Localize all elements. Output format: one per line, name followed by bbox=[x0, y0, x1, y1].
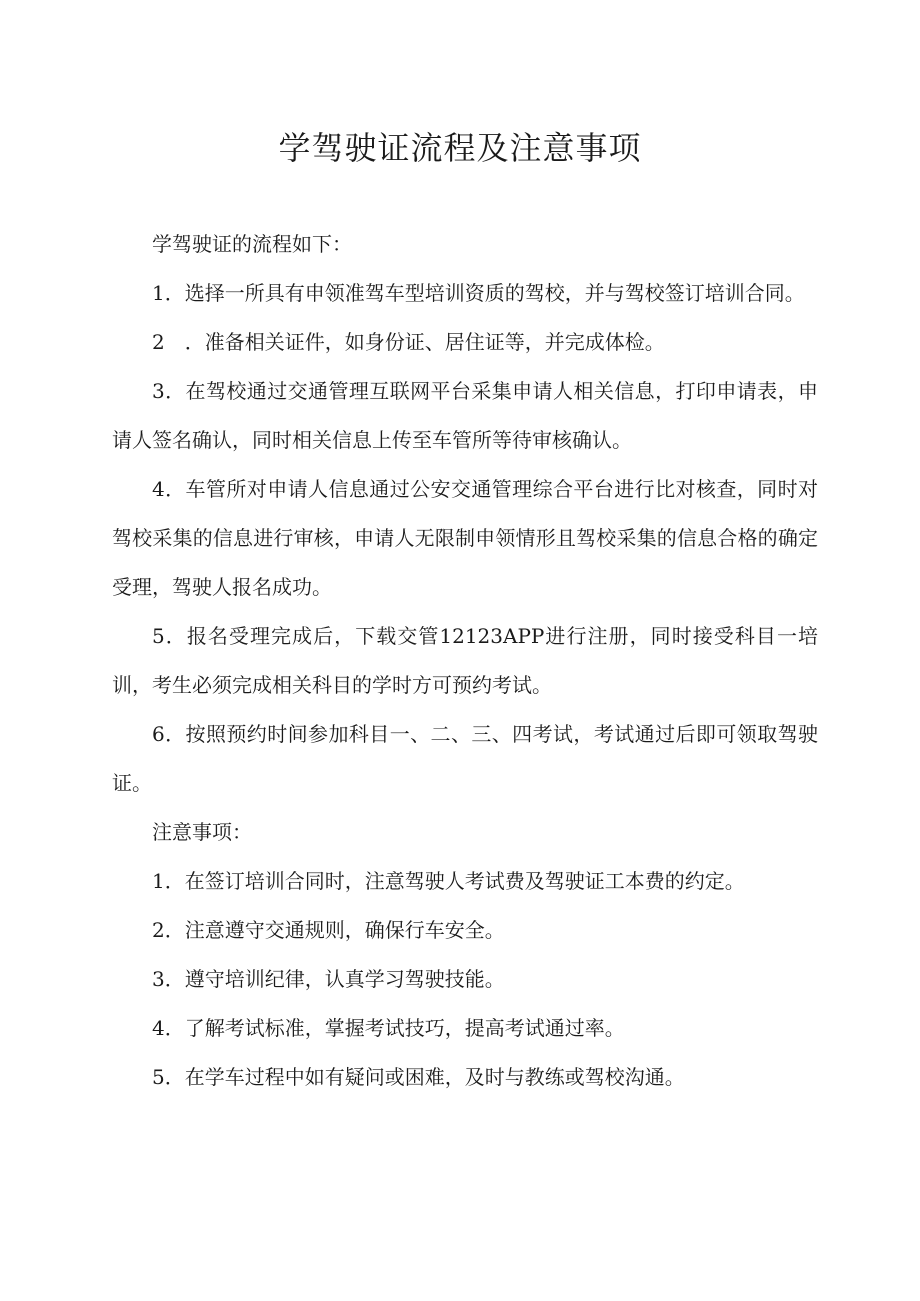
note-4: 4．了解考试标准，掌握考试技巧，提高考试通过率。 bbox=[152, 1016, 625, 1040]
process-step-5: 5．报名受理完成后，下载交管12123APP进行注册，同时接受科目一培训，考生必须完成相关科目的学时方可预约考试。 bbox=[112, 624, 818, 697]
process-step-2: 2 ．准备相关证件，如身份证、居住证等，并完成体检。 bbox=[152, 330, 665, 354]
note-3: 3．遵守培训纪律，认真学习驾驶技能。 bbox=[152, 967, 505, 991]
process-step-3: 3．在驾校通过交通管理互联网平台采集申请人相关信息，打印申请表，申请人签名确认，同时相关信息上传至车管所等待审核确认。 bbox=[112, 379, 818, 452]
note-5: 5．在学车过程中如有疑问或困难，及时与教练或驾校沟通。 bbox=[152, 1065, 685, 1089]
note-1: 1．在签订培训合同时，注意驾驶人考试费及驾驶证工本费的约定。 bbox=[152, 869, 745, 893]
process-step-6: 6．按照预约时间参加科目一、二、三、四考试，考试通过后即可领取驾驶证。 bbox=[112, 722, 818, 795]
process-heading: 学驾驶证的流程如下： bbox=[152, 232, 352, 256]
document-body bbox=[112, 220, 818, 1102]
note-2: 2．注意遵守交通规则，确保行车安全。 bbox=[152, 918, 505, 942]
document-title: 学驾驶证流程及注意事项 bbox=[278, 129, 642, 167]
process-step-4: 4．车管所对申请人信息通过公安交通管理综合平台进行比对核查，同时对驾校采集的信息进行审核，申请人无限制申领情形且驾校采集的信息合格的确定受理，驾驶人报名成功。 bbox=[112, 477, 818, 599]
process-step-1: 1．选择一所具有申领准驾车型培训资质的驾校，并与驾校签订培训合同。 bbox=[152, 281, 805, 305]
notes-heading: 注意事项： bbox=[152, 820, 252, 844]
